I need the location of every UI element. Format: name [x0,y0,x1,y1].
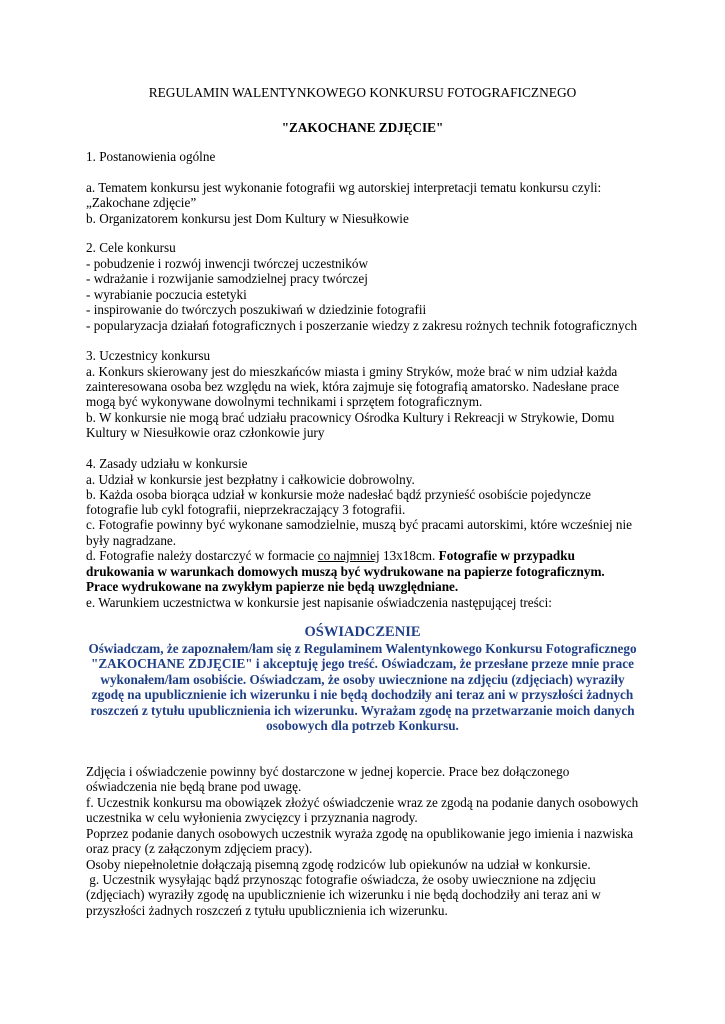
declaration-line: wykonałem/łam osobiście. Oświadczam, że osoby uwiecznione na zdjęciu (zdjęciach) wyraziły [100,672,625,687]
section-4-line: b. Każda osoba biorąca udział w konkursie może nadesłać bądź przynieść osobiście pojedyncze [86,487,591,502]
after-line: oraz pracy (z załączonym zdjęciem pracy). [86,841,313,856]
section-4-bold-line: drukowania w warunkach domowych muszą być wydrukowane na papierze fotograficznym. [86,564,605,579]
section-4-line: c. Fotografie powinny być wykonane samodzielnie, muszą być pracami autorskimi, które wcześniej nie [86,517,633,532]
section-4-d [86,548,575,563]
after-line: uczestnika w celu wyłonienia zwycięzcy i przyznania nagrody. [86,810,418,825]
document-title: REGULAMIN WALENTYNKOWEGO KONKURSU FOTOGRAFICZNEGO [148,85,577,100]
section-2-item: - inspirowanie do twórczych poszukiwań w dziedzinie fotografii [86,302,427,317]
document-subtitle: "ZAKOCHANE ZDJĘCIE" [281,120,444,135]
section-2-item: - wdrażanie i rozwijanie samodzielnej pracy twórczej [86,271,368,286]
declaration-line: zgodę na upublicznienie ich wizerunku i nie będą dochodziły ani teraz ani w przyszłości żadnych [91,687,634,702]
declaration-line: "ZAKOCHANE ZDJĘCIE" i akceptuję jego treść. Oświadczam, że przesłane przeze mnie prace [91,656,634,671]
after-line: Zdjęcia i oświadczenie powinny być dostarczone w jednej kopercie. Prace bez dołączonego [86,764,570,779]
after-line: Poprzez podanie danych osobowych uczestnik wyraża zgodę na opublikowanie jego imienia i nazwiska [86,826,634,841]
after-line: oświadczenia nie będą brane pod uwagę. [86,779,302,794]
section-4-d-underlined: co najmniej [317,548,380,563]
after-line: f. Uczestnik konkursu ma obowiązek złożyć oświadczenie wraz ze zgodą na podanie danych osobowych [86,795,639,810]
section-3-line: Kultury w Niesułkowie oraz członkowie jury [86,425,325,440]
section-4-line: były nagradzane. [86,533,177,548]
section-1-a-line-1: a. Tematem konkursu jest wykonanie fotografii wg autorskiej interpretacji tematu konkursu czyli: [86,180,602,195]
section-1-b: b. Organizatorem konkursu jest Dom Kultury w Niesułkowie [86,211,409,226]
declaration-heading: OŚWIADCZENIE [304,624,421,640]
section-2-item: - pobudzenie i rozwój inwencji twórczej uczestników [86,256,368,271]
after-line: przyszłości żadnych roszczeń z tytułu upublicznienia ich wizerunku. [86,903,448,918]
section-4-heading: 4. Zasady udziału w konkursie [86,456,248,471]
section-3-line: mogą być wykonywane dowolnymi technikami i sprzętem fotograficznym. [86,394,483,409]
declaration-line: osobowych dla potrzeb Konkursu. [266,718,459,733]
section-4-d-text: d. Fotografie należy dostarczyć w formacie [86,548,318,563]
after-line: Osoby niepełnoletnie dołączają pisemną zgodę rodziców lub opiekunów na udział w konkursie. [86,857,591,872]
after-line: (zdjęciach) wyraziły zgodę na upublicznienie ich wizerunku i nie będą dochodziły ani teraz ani w [86,887,601,902]
section-2-item: - wyrabianie poczucia estetyki [86,287,247,302]
section-4-line: fotografie lub cykl fotografii, nieprzekraczający 3 fotografii. [86,502,406,517]
declaration-line: roszczeń z tytułu upublicznienia ich wizerunku. Wyrażam zgodę na przetwarzanie moich danych [90,703,635,718]
section-4-d-size: 13x18cm. [379,548,439,563]
section-4-line: a. Udział w konkursie jest bezpłatny i całkowicie dobrowolny. [86,472,415,487]
section-1-a-line-2: „Zakochane zdjęcie” [86,195,197,210]
after-line: g. Uczestnik wysyłając bądź przynosząc fotografie oświadcza, że osoby uwiecznione na zdjęciu [86,872,596,887]
section-4-bold-line: Prace wydrukowane na zwykłym papierze nie będą uwzględniane. [86,579,459,594]
section-3-heading: 3. Uczestnicy konkursu [86,348,211,363]
section-2-item: - popularyzacja działań fotograficznych i poszerzanie wiedzy z zakresu rożnych technik fotograficznych [86,318,638,333]
section-4-d-bold: Fotografie w przypadku [438,548,575,563]
section-4-e: e. Warunkiem uczestnictwa w konkursie jest napisanie oświadczenia następującej treści: [86,595,552,610]
section-2-heading: 2. Cele konkursu [86,240,176,255]
section-3-line: a. Konkurs skierowany jest do mieszkańców miasta i gminy Stryków, może brać w nim udział każda [86,364,618,379]
section-1-heading: 1. Postanowienia ogólne [86,149,216,164]
section-3-line: b. W konkursie nie mogą brać udziału pracownicy Ośrodka Kultury i Rekreacji w Strykowie, Domu [86,410,615,425]
declaration-line: Oświadczam, że zapoznałem/łam się z Regulaminem Walentynkowego Konkursu Fotograficznego [88,641,637,656]
section-3-line: zainteresowana osoba bez względu na wiek, która zajmuje się fotografią amatorsko. Nadesłane prace [86,379,620,394]
